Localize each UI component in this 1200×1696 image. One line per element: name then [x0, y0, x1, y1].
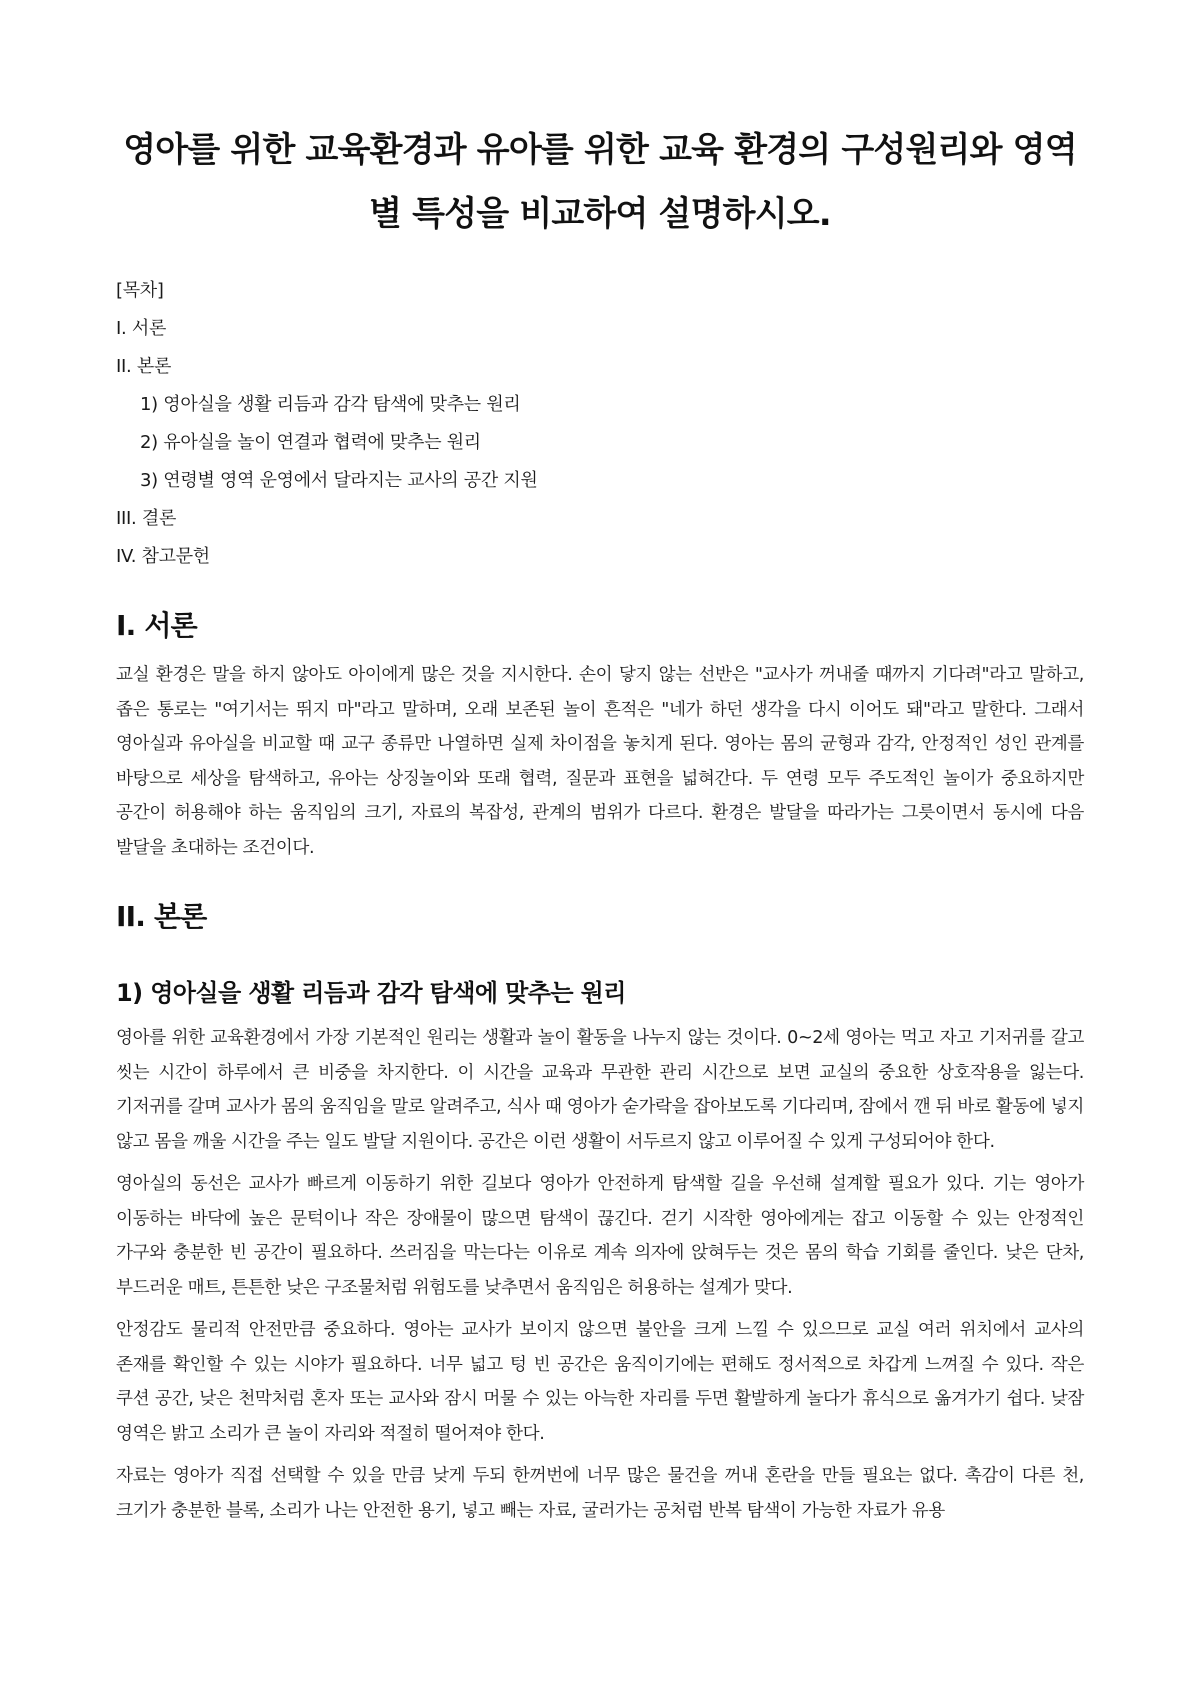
body-paragraph: 영아실의 동선은 교사가 빠르게 이동하기 위한 길보다 영아가 안전하게 탐색할 길을 우선해 설계할 필요가 있다. 기는 영아가 이동하는 바닥에 높은 문턱이나 작은 장애물이 많으면 탐색이 끊긴다. 걷기 시작한 영아에게는 잡고 이동할 수 있는 안정적인 가구와 충분한 빈 공간이 필요하다. 쓰러짐을 막는다는 이유로 계속 의자에 앉혀두는 것은 몸의 학습 기회를 줄인다. 낮은 단차, 부드러운 매트, 튼튼한 낮은 구조물처럼 위험도를 낮추면서 움직임은 허용하는 설계가 맞다. [116, 1174, 1084, 1298]
toc-heading: [목차] [116, 280, 164, 301]
table-of-contents [116, 272, 1084, 576]
toc-item-body-3: 3) 연령별 영역 운영에서 달라지는 교사의 공간 지원 [140, 470, 538, 491]
body-paragraph: 자료는 영아가 직접 선택할 수 있을 만큼 낮게 두되 한꺼번에 너무 많은 물건을 꺼내 혼란을 만들 필요는 없다. 촉감이 다른 천, 크기가 충분한 블록, 소리가 나는 안전한 용기, 넣고 빼는 자료, 굴러가는 공처럼 반복 탐색이 가능한 자료가 유용 [116, 1466, 1084, 1521]
toc-item-body: II. 본론 [116, 356, 172, 377]
subsection-heading-1: 1) 영아실을 생활 리듬과 감각 탐색에 맞추는 원리 [116, 979, 626, 1007]
body-paragraph: 안정감도 물리적 안전만큼 중요하다. 영아는 교사가 보이지 않으면 불안을 크게 느낄 수 있으므로 교실 여러 위치에서 교사의 존재를 확인할 수 있는 시야가 필요하다. 너무 넓고 텅 빈 공간은 움직이기에는 편해도 정서적으로 차갑게 느껴질 수 있다. 작은 쿠션 공간, 낮은 천막처럼 혼자 또는 교사와 잠시 머물 수 있는 아늑한 자리를 두면 활발하게 놀다가 휴식으로 옮겨가기 쉽다. 낮잠 영역은 밝고 소리가 큰 놀이 자리와 적절히 떨어져야 한다. [116, 1320, 1084, 1444]
toc-item-body-1: 1) 영아실을 생활 리듬과 감각 탐색에 맞추는 원리 [140, 394, 521, 415]
toc-item-references: IV. 참고문헌 [116, 546, 210, 567]
introduction-paragraph: 교실 환경은 말을 하지 않아도 아이에게 많은 것을 지시한다. 손이 닿지 않는 선반은 "교사가 꺼내줄 때까지 기다려"라고 말하고, 좁은 통로는 "여기서는 뛰지 마"라고 말하며, 오래 보존된 놀이 흔적은 "네가 하던 생각을 다시 이어도 돼"라고 말한다. 그래서 영아실과 유아실을 비교할 때 교구 종류만 나열하면 실제 차이점을 놓치게 된다. 영아는 몸의 균형과 감각, 안정적인 성인 관계를 바탕으로 세상을 탐색하고, 유아는 상징놀이와 또래 협력, 질문과 표현을 넓혀간다. 두 연령 모두 주도적인 놀이가 중요하지만 공간이 허용해야 하는 움직임의 크기, 자료의 복잡성, 관계의 범위가 다르다. 환경은 발달을 따라가는 그릇이면서 동시에 다음 발달을 초대하는 조건이다. [116, 665, 1084, 858]
toc-item-conclusion: III. 결론 [116, 508, 177, 529]
section-heading-introduction: I. 서론 [116, 609, 197, 642]
body-paragraph: 영아를 위한 교육환경에서 가장 기본적인 원리는 생활과 놀이 활동을 나누지 않는 것이다. 0~2세 영아는 먹고 자고 기저귀를 갈고 씻는 시간이 하루에서 큰 비중을 차지한다. 이 시간을 교육과 무관한 관리 시간으로 보면 교실의 중요한 상호작용을 잃는다. 기저귀를 갈며 교사가 몸의 움직임을 말로 알려주고, 식사 때 영아가 숟가락을 잡아보도록 기다리며, 잠에서 깬 뒤 바로 활동에 넣지 않고 몸을 깨울 시간을 주는 일도 발달 지원이다. 공간은 이런 생활이 서두르지 않고 이루어질 수 있게 구성되어야 한다. [116, 1028, 1084, 1152]
toc-item-body-2: 2) 유아실을 놀이 연결과 협력에 맞추는 원리 [140, 432, 481, 453]
toc-item-introduction: I. 서론 [116, 318, 167, 339]
document-title: 영아를 위한 교육환경과 유아를 위한 교육 환경의 구성원리와 영역별 특성을 비교하여 설명하시오. [123, 130, 1077, 234]
document-page [116, 118, 1084, 1536]
section-heading-body: II. 본론 [116, 900, 207, 933]
